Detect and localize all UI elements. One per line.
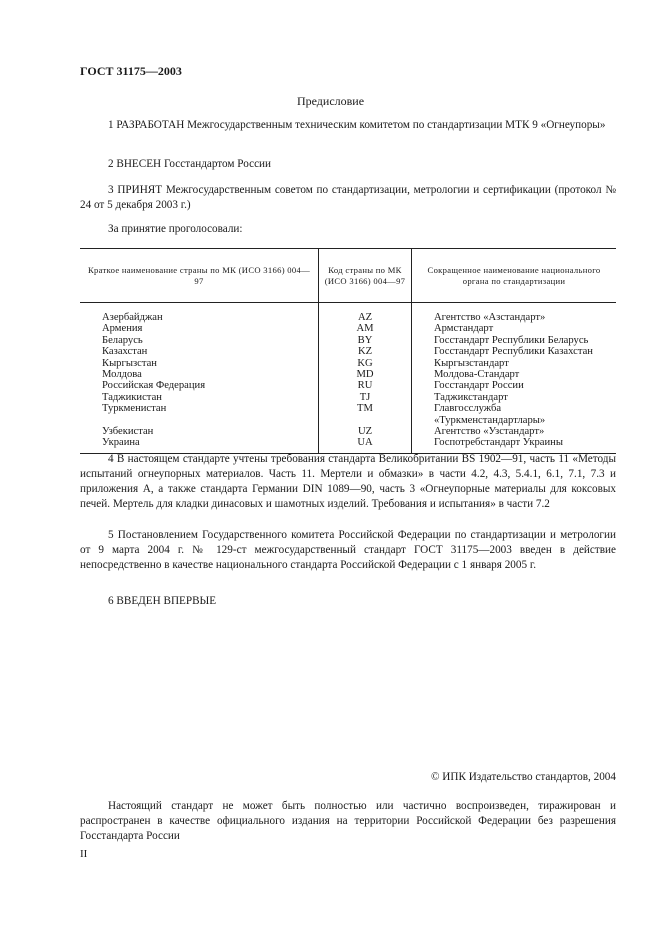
- column-header-org: Сокращенное наименование национального органа по стандартизации: [412, 249, 617, 303]
- table-row: [80, 323, 616, 334]
- item-3-adopted: 3 ПРИНЯТ Межгосударственным советом по стандартизации, метрологии и сертификации (протокол № 24 от 5 декабря 2003 г.): [80, 184, 616, 211]
- table-row: [80, 392, 616, 403]
- country-cell: Российская Федерация: [102, 380, 206, 392]
- table-row: [80, 303, 616, 324]
- org-cell: Армстандарт: [412, 323, 617, 334]
- table-row: [80, 335, 616, 346]
- reproduction-notice: Настоящий стандарт не может быть полностью или частично воспроизведен, тиражирован и распространен в качестве официального издания на территории Российской Федерации без разрешения Госстандарта России: [80, 800, 616, 842]
- table-row: [80, 369, 616, 380]
- org-cell: Главгосслужба «Туркменстандартлары»: [412, 403, 617, 426]
- table-row: [80, 358, 616, 369]
- table-row: [80, 403, 616, 426]
- org-cell: Молдова-Стандарт: [412, 369, 617, 380]
- code-cell: KZ: [319, 346, 412, 357]
- votes-intro: За принятие проголосовали:: [108, 223, 243, 235]
- code-cell: AZ: [319, 303, 412, 324]
- country-cell: Беларусь: [102, 334, 143, 346]
- country-cell: Узбекистан: [102, 426, 154, 438]
- org-cell: Агентство «Узстандарт»: [412, 426, 617, 437]
- org-cell: Агентство «Азстандарт»: [412, 303, 617, 324]
- country-cell: Таджикистан: [102, 391, 162, 403]
- item-1-developed: 1 РАЗРАБОТАН Межгосударственным техническим комитетом по стандартизации МТК 9 «Огнеупоры»: [108, 119, 606, 131]
- page-number: II: [80, 848, 88, 860]
- column-header-code: Код страны по МК (ИСО 3166) 004—97: [319, 249, 412, 303]
- org-cell: Госпотребстандарт Украины: [412, 437, 617, 453]
- country-cell: Азербайджан: [102, 312, 163, 323]
- code-cell: RU: [319, 380, 412, 391]
- org-cell: Госстандарт Республики Казахстан: [412, 346, 617, 357]
- table-row: [80, 346, 616, 357]
- country-cell: Кыргызстан: [102, 357, 157, 369]
- code-cell: BY: [319, 335, 412, 346]
- table-row: [80, 437, 616, 453]
- code-cell: UZ: [319, 426, 412, 437]
- page-title: Предисловие: [296, 94, 365, 108]
- standard-code-header: ГОСТ 31175—2003: [80, 64, 182, 78]
- country-cell: Туркменистан: [102, 403, 167, 415]
- code-cell: KG: [319, 358, 412, 369]
- item-5-enactment: 5 Постановлением Государственного комитета Российской Федерации по стандартизации и метрологии от 9 марта 2004 г. № 129-ст межгосударственный стандарт ГОСТ 31175—2003 введен в действие непосредственно в качестве национального стандарта Российской Федерации с 1 января 2005 г.: [80, 529, 616, 571]
- code-cell: TM: [319, 403, 412, 426]
- item-4-requirements: 4 В настоящем стандарте учтены требования стандарта Великобритании BS 1902—91, часть 11 «Методы испытаний огнеупорных материалов. Часть 11. Мертели и обмазки» в части 4.2, 4.3, 5.4.1, 6.1, 7.1, 7.3 и приложения А, а также стандарта Германии DIN 1089—90, часть 3 «Огнеупорные материалы для коксовых печей. Мертель для кладки динасовых и шамотных изделий. Требования и испытания» в части 7.2: [80, 453, 616, 510]
- org-cell: Кыргызстандарт: [412, 358, 617, 369]
- country-cell: Молдова: [102, 369, 142, 381]
- org-cell: Таджикстандарт: [412, 392, 617, 403]
- code-cell: MD: [319, 369, 412, 380]
- copyright-notice: © ИПК Издательство стандартов, 2004: [430, 771, 616, 783]
- org-cell: Госстандарт Республики Беларусь: [412, 335, 617, 346]
- table-row: [80, 426, 616, 437]
- item-6-first-introduced: 6 ВВЕДЕН ВПЕРВЫЕ: [108, 595, 217, 607]
- country-cell: Украина: [80, 437, 319, 453]
- country-cell: Армения: [102, 323, 143, 335]
- country-cell: Казахстан: [102, 346, 148, 358]
- code-cell: TJ: [319, 392, 412, 403]
- table-header-row: [80, 249, 616, 303]
- code-cell: AM: [319, 323, 412, 334]
- code-cell: UA: [319, 437, 412, 453]
- org-cell: Госстандарт России: [412, 380, 617, 391]
- column-header-country: Краткое наименование страны по МК (ИСО 3166) 004—97: [80, 249, 319, 303]
- item-2-introduced: 2 ВНЕСЕН Госстандартом России: [108, 158, 272, 170]
- voting-countries-table: [80, 248, 616, 454]
- table-row: [80, 380, 616, 391]
